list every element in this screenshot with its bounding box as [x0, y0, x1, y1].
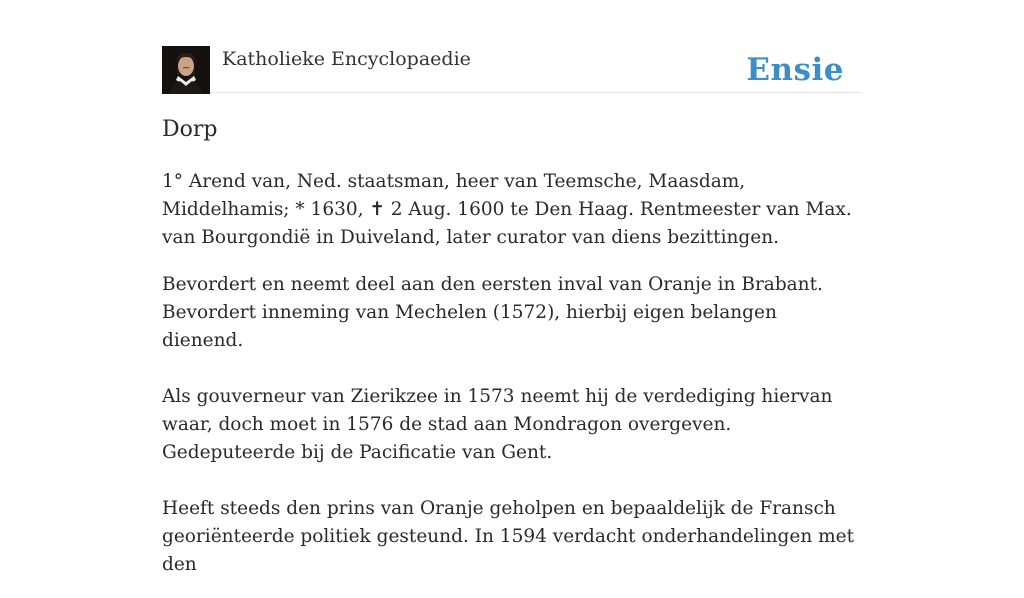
- entry-content: [162, 168, 862, 598]
- entry-title: Dorp: [162, 117, 218, 142]
- portrait-avatar-icon[interactable]: [162, 46, 210, 94]
- book-title[interactable]: Katholieke Encyclopaedie: [222, 48, 471, 70]
- paragraph: 1° Arend van, Ned. staatsman, heer van Teemsche, Maasdam, Middelhamis; * 1630, ✝ 2 Aug. 1600 te Den Haag. Rentmeester van Max. van Bourgondië in Duiveland, later curator van diens bezittingen.: [162, 171, 852, 248]
- paragraph: Heeft steeds den prins van Oranje geholpen en bepaaldelijk de Fransch georiënteerde politiek gesteund. In 1594 verdacht onderhandelingen met den: [162, 498, 855, 575]
- paragraph: Bevordert en neemt deel aan den eersten inval van Oranje in Brabant. Bevordert inneming van Mechelen (1572), hierbij eigen belangen dienend.: [162, 274, 823, 351]
- header: [162, 46, 862, 93]
- ensie-logo[interactable]: Ensie: [746, 52, 844, 88]
- paragraph: Als gouverneur van Zierikzee in 1573 neemt hij de verdediging hiervan waar, doch moet in 1576 de stad aan Mondragon overgeven. Gedeputeerde bij de Pacificatie van Gent.: [162, 386, 833, 463]
